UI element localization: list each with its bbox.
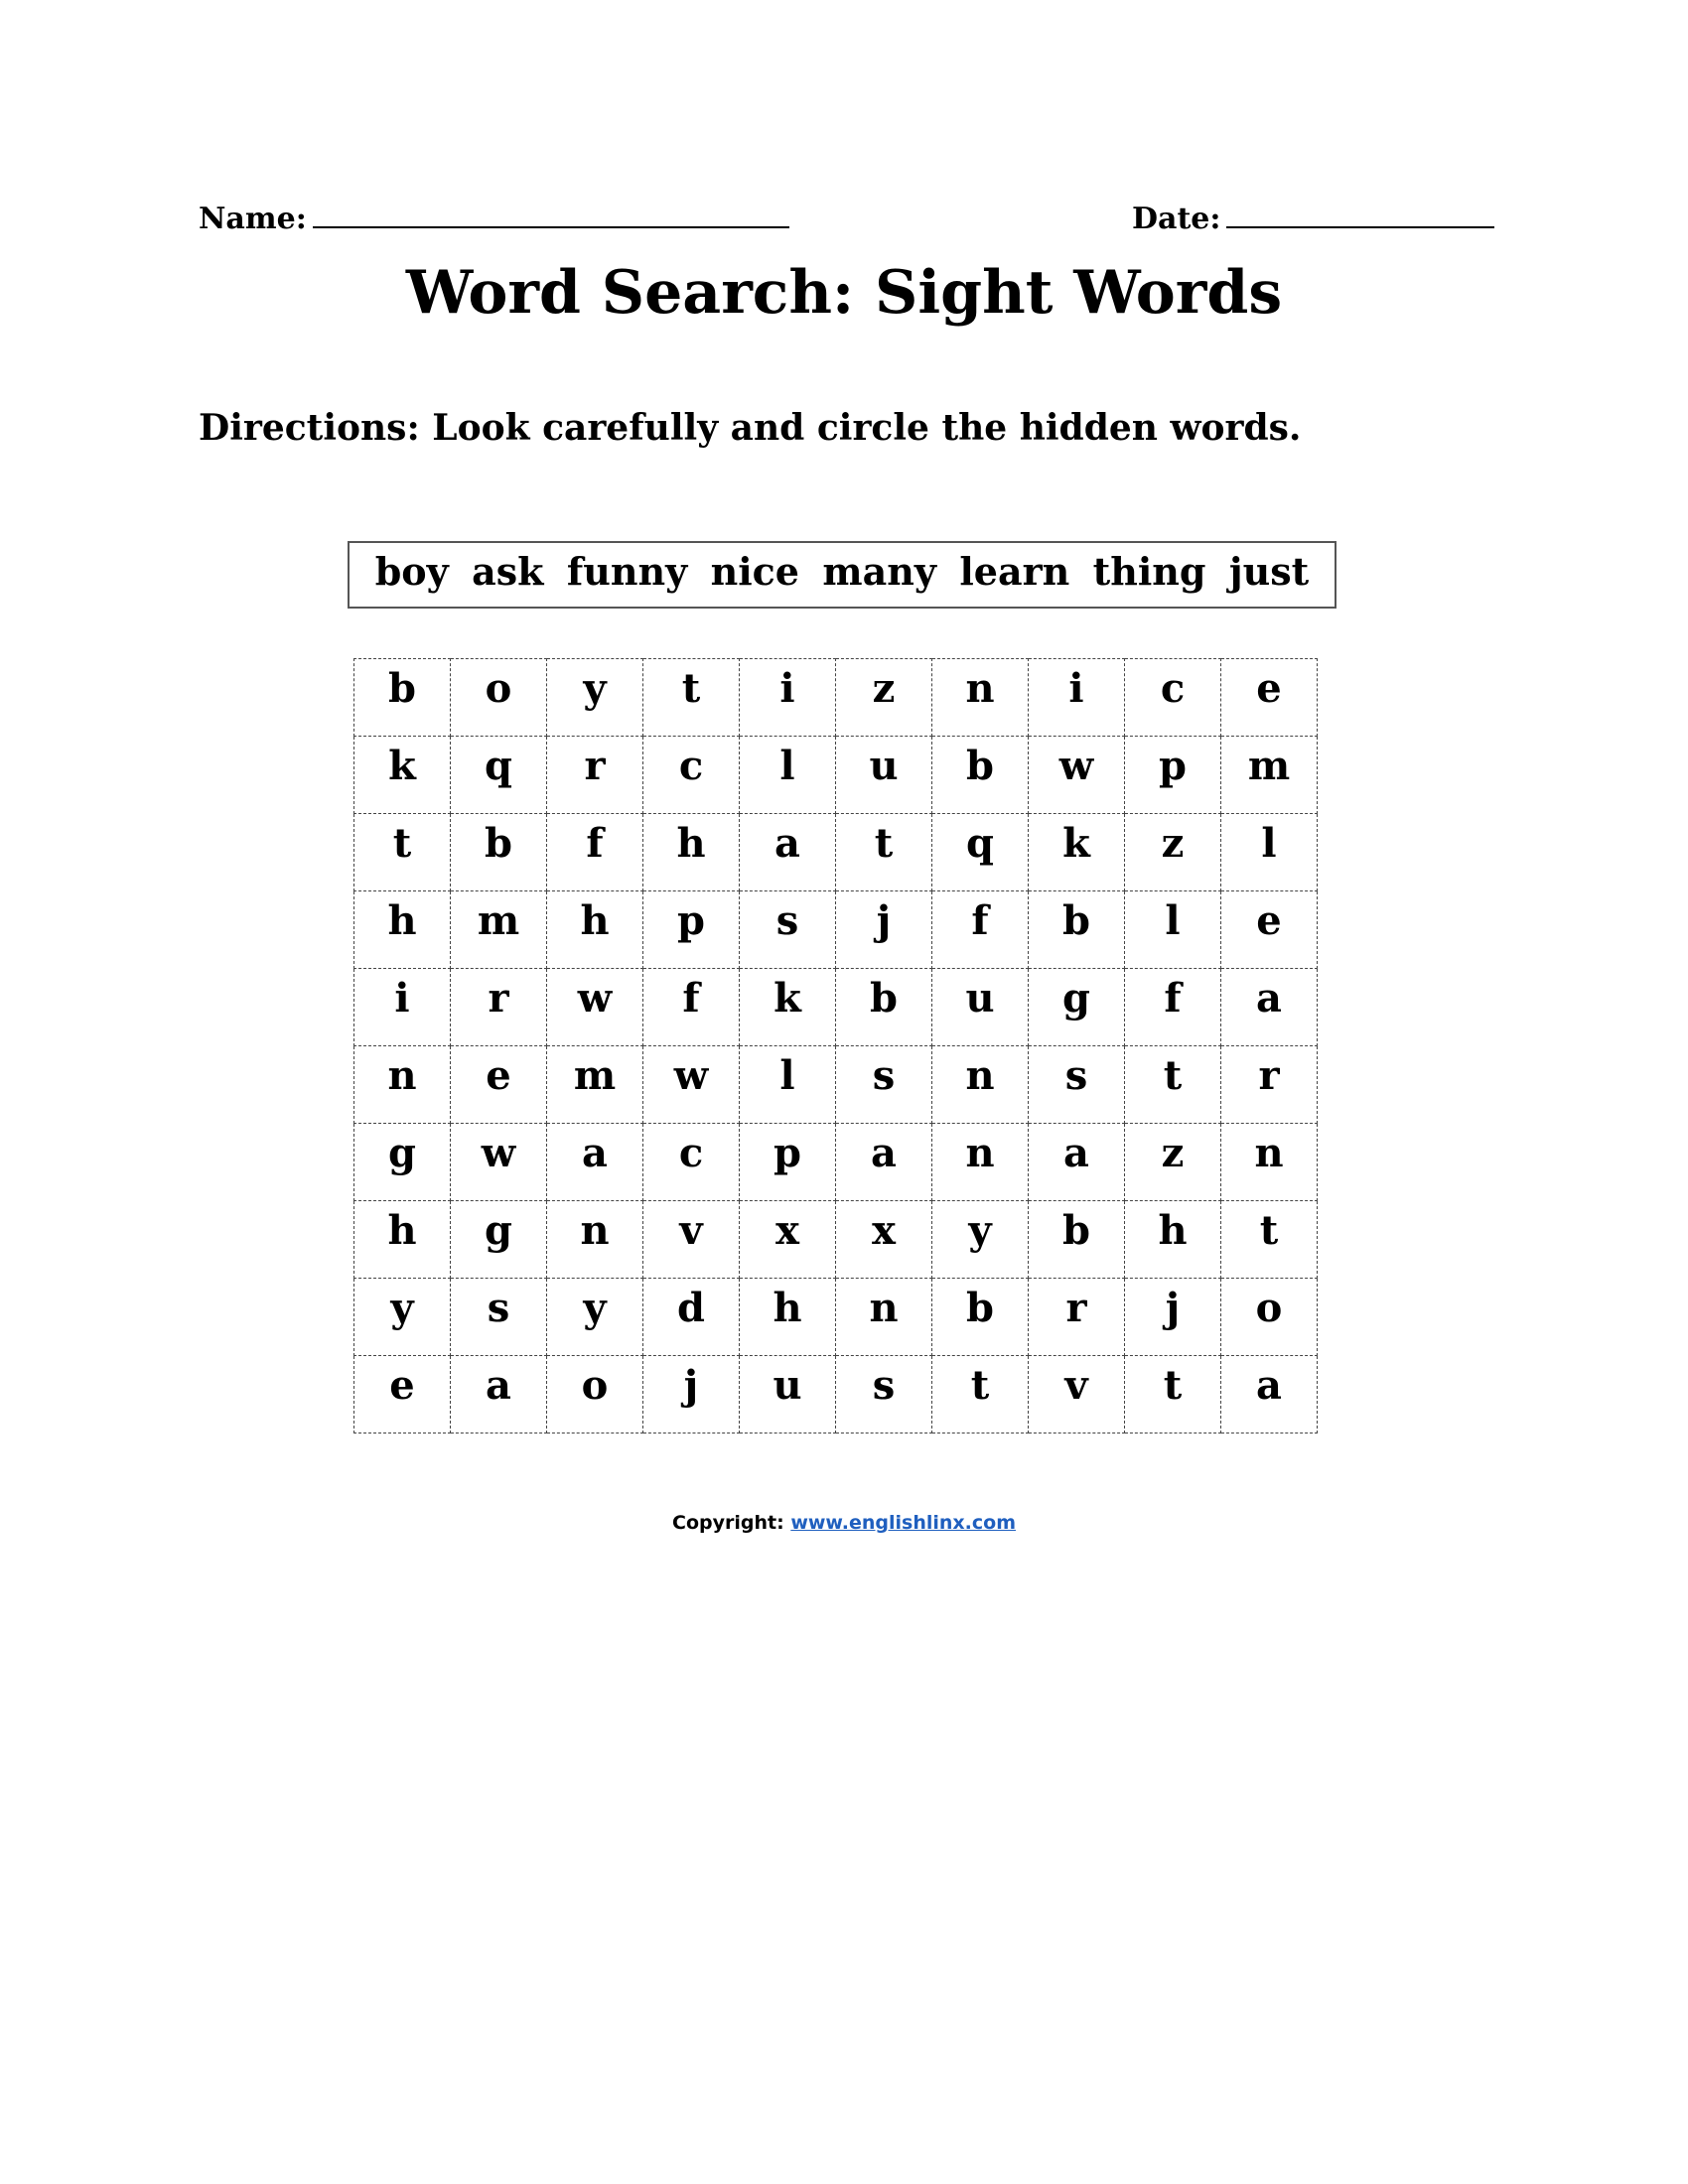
date-label: Date: xyxy=(1132,202,1221,236)
grid-cell[interactable]: n xyxy=(354,1046,451,1124)
grid-cell[interactable]: a xyxy=(1221,969,1318,1046)
grid-cell[interactable]: r xyxy=(1029,1279,1125,1356)
grid-cell[interactable]: w xyxy=(1029,737,1125,814)
grid-cell[interactable]: c xyxy=(643,737,740,814)
grid-cell[interactable]: i xyxy=(740,659,836,737)
grid-cell[interactable]: g xyxy=(354,1124,451,1201)
name-label: Name: xyxy=(199,202,307,236)
grid-cell[interactable]: g xyxy=(451,1201,547,1279)
grid-cell[interactable]: v xyxy=(1029,1356,1125,1433)
grid-cell[interactable]: n xyxy=(1221,1124,1318,1201)
grid-cell[interactable]: q xyxy=(451,737,547,814)
grid-cell[interactable]: v xyxy=(643,1201,740,1279)
grid-cell[interactable]: b xyxy=(451,814,547,891)
grid-cell[interactable]: u xyxy=(932,969,1029,1046)
grid-cell[interactable]: n xyxy=(932,1124,1029,1201)
grid-row xyxy=(354,969,1318,1046)
grid-cell[interactable]: x xyxy=(740,1201,836,1279)
grid-cell[interactable]: p xyxy=(740,1124,836,1201)
grid-cell[interactable]: t xyxy=(1125,1356,1221,1433)
grid-cell[interactable]: a xyxy=(547,1124,643,1201)
grid-cell[interactable]: w xyxy=(547,969,643,1046)
grid-cell[interactable]: s xyxy=(836,1356,932,1433)
grid-cell[interactable]: z xyxy=(1125,1124,1221,1201)
grid-cell[interactable]: b xyxy=(1029,891,1125,969)
word-bank-item: nice xyxy=(710,548,799,594)
grid-cell[interactable]: a xyxy=(836,1124,932,1201)
grid-cell[interactable]: b xyxy=(1029,1201,1125,1279)
grid-cell[interactable]: p xyxy=(1125,737,1221,814)
grid-cell[interactable]: t xyxy=(354,814,451,891)
grid-cell[interactable]: e xyxy=(451,1046,547,1124)
grid-cell[interactable]: b xyxy=(354,659,451,737)
grid-cell[interactable]: t xyxy=(932,1356,1029,1433)
word-bank-item: thing xyxy=(1092,548,1206,594)
grid-cell[interactable]: d xyxy=(643,1279,740,1356)
date-field xyxy=(1132,199,1494,236)
grid-row xyxy=(354,659,1318,737)
word-bank-item: ask xyxy=(472,548,544,594)
directions-text: Directions: Look carefully and circle the hidden words. xyxy=(199,407,1302,449)
grid-cell[interactable]: o xyxy=(451,659,547,737)
word-bank xyxy=(348,541,1336,609)
grid-cell[interactable]: t xyxy=(1125,1046,1221,1124)
grid-cell[interactable]: h xyxy=(547,891,643,969)
word-bank-item: funny xyxy=(566,548,688,594)
word-bank-item: learn xyxy=(959,548,1070,594)
grid-cell[interactable]: l xyxy=(1221,814,1318,891)
grid-cell[interactable]: u xyxy=(836,737,932,814)
grid-cell[interactable]: h xyxy=(740,1279,836,1356)
grid-cell[interactable]: f xyxy=(547,814,643,891)
date-blank-line[interactable] xyxy=(1226,199,1494,228)
grid-cell[interactable]: o xyxy=(547,1356,643,1433)
grid-cell[interactable]: y xyxy=(354,1279,451,1356)
grid-cell[interactable]: n xyxy=(836,1279,932,1356)
grid-cell[interactable]: u xyxy=(740,1356,836,1433)
grid-cell[interactable]: n xyxy=(932,1046,1029,1124)
copyright-label: Copyright: xyxy=(672,1512,784,1534)
grid-cell[interactable]: b xyxy=(836,969,932,1046)
grid-cell[interactable]: f xyxy=(932,891,1029,969)
grid-cell[interactable]: h xyxy=(1125,1201,1221,1279)
grid-cell[interactable]: s xyxy=(836,1046,932,1124)
grid-cell[interactable]: a xyxy=(1221,1356,1318,1433)
grid-cell[interactable]: s xyxy=(740,891,836,969)
grid-cell[interactable]: m xyxy=(547,1046,643,1124)
grid-cell[interactable]: s xyxy=(1029,1046,1125,1124)
copyright-link[interactable]: www.englishlinx.com xyxy=(790,1512,1016,1534)
grid-cell[interactable]: m xyxy=(451,891,547,969)
grid-cell[interactable]: t xyxy=(836,814,932,891)
page-title: Word Search: Sight Words xyxy=(405,258,1283,328)
grid-cell[interactable]: c xyxy=(1125,659,1221,737)
word-bank-item: boy xyxy=(374,548,449,594)
grid-cell[interactable]: t xyxy=(1221,1201,1318,1279)
grid-cell[interactable]: r xyxy=(451,969,547,1046)
grid-cell[interactable]: e xyxy=(1221,659,1318,737)
grid-cell[interactable]: f xyxy=(643,969,740,1046)
grid-row xyxy=(354,814,1318,891)
grid-cell[interactable]: l xyxy=(1125,891,1221,969)
grid-cell[interactable]: i xyxy=(354,969,451,1046)
grid-cell[interactable]: a xyxy=(451,1356,547,1433)
grid-cell[interactable]: h xyxy=(354,891,451,969)
copyright-footer xyxy=(0,1512,1688,1534)
grid-cell[interactable]: k xyxy=(354,737,451,814)
word-search-grid xyxy=(353,658,1318,1433)
grid-cell[interactable]: s xyxy=(451,1279,547,1356)
grid-cell[interactable]: l xyxy=(740,1046,836,1124)
grid-cell[interactable]: w xyxy=(643,1046,740,1124)
grid-cell[interactable]: n xyxy=(547,1201,643,1279)
grid-row xyxy=(354,1356,1318,1433)
name-blank-line[interactable] xyxy=(313,199,789,228)
grid-cell[interactable]: o xyxy=(1221,1279,1318,1356)
grid-cell[interactable]: r xyxy=(547,737,643,814)
grid-row xyxy=(354,1201,1318,1279)
grid-cell[interactable]: e xyxy=(1221,891,1318,969)
grid-row xyxy=(354,1124,1318,1201)
grid-cell[interactable]: y xyxy=(547,1279,643,1356)
grid-cell[interactable]: h xyxy=(354,1201,451,1279)
grid-cell[interactable]: b xyxy=(932,737,1029,814)
grid-cell[interactable]: w xyxy=(451,1124,547,1201)
grid-cell[interactable]: b xyxy=(932,1279,1029,1356)
grid-cell[interactable]: j xyxy=(1125,1279,1221,1356)
grid-row xyxy=(354,1279,1318,1356)
grid-cell[interactable]: n xyxy=(932,659,1029,737)
grid-cell[interactable]: x xyxy=(836,1201,932,1279)
grid-row xyxy=(354,1046,1318,1124)
grid-cell[interactable]: k xyxy=(740,969,836,1046)
grid-cell[interactable]: i xyxy=(1029,659,1125,737)
grid-cell[interactable]: g xyxy=(1029,969,1125,1046)
name-field xyxy=(199,199,789,236)
grid-cell[interactable]: q xyxy=(932,814,1029,891)
grid-cell[interactable]: h xyxy=(643,814,740,891)
grid-cell[interactable]: f xyxy=(1125,969,1221,1046)
grid-cell[interactable]: k xyxy=(1029,814,1125,891)
grid-cell[interactable]: c xyxy=(643,1124,740,1201)
grid-cell[interactable]: e xyxy=(354,1356,451,1433)
grid-row xyxy=(354,737,1318,814)
grid-cell[interactable]: z xyxy=(836,659,932,737)
grid-cell[interactable]: t xyxy=(643,659,740,737)
word-bank-item: many xyxy=(822,548,936,594)
grid-cell[interactable]: a xyxy=(740,814,836,891)
grid-cell[interactable]: a xyxy=(1029,1124,1125,1201)
grid-cell[interactable]: j xyxy=(836,891,932,969)
grid-cell[interactable]: p xyxy=(643,891,740,969)
grid-cell[interactable]: y xyxy=(932,1201,1029,1279)
word-bank-item: just xyxy=(1228,548,1310,594)
grid-row xyxy=(354,891,1318,969)
grid-cell[interactable]: y xyxy=(547,659,643,737)
grid-cell[interactable]: j xyxy=(643,1356,740,1433)
grid-cell[interactable]: r xyxy=(1221,1046,1318,1124)
grid-cell[interactable]: m xyxy=(1221,737,1318,814)
grid-cell[interactable]: l xyxy=(740,737,836,814)
grid-cell[interactable]: z xyxy=(1125,814,1221,891)
